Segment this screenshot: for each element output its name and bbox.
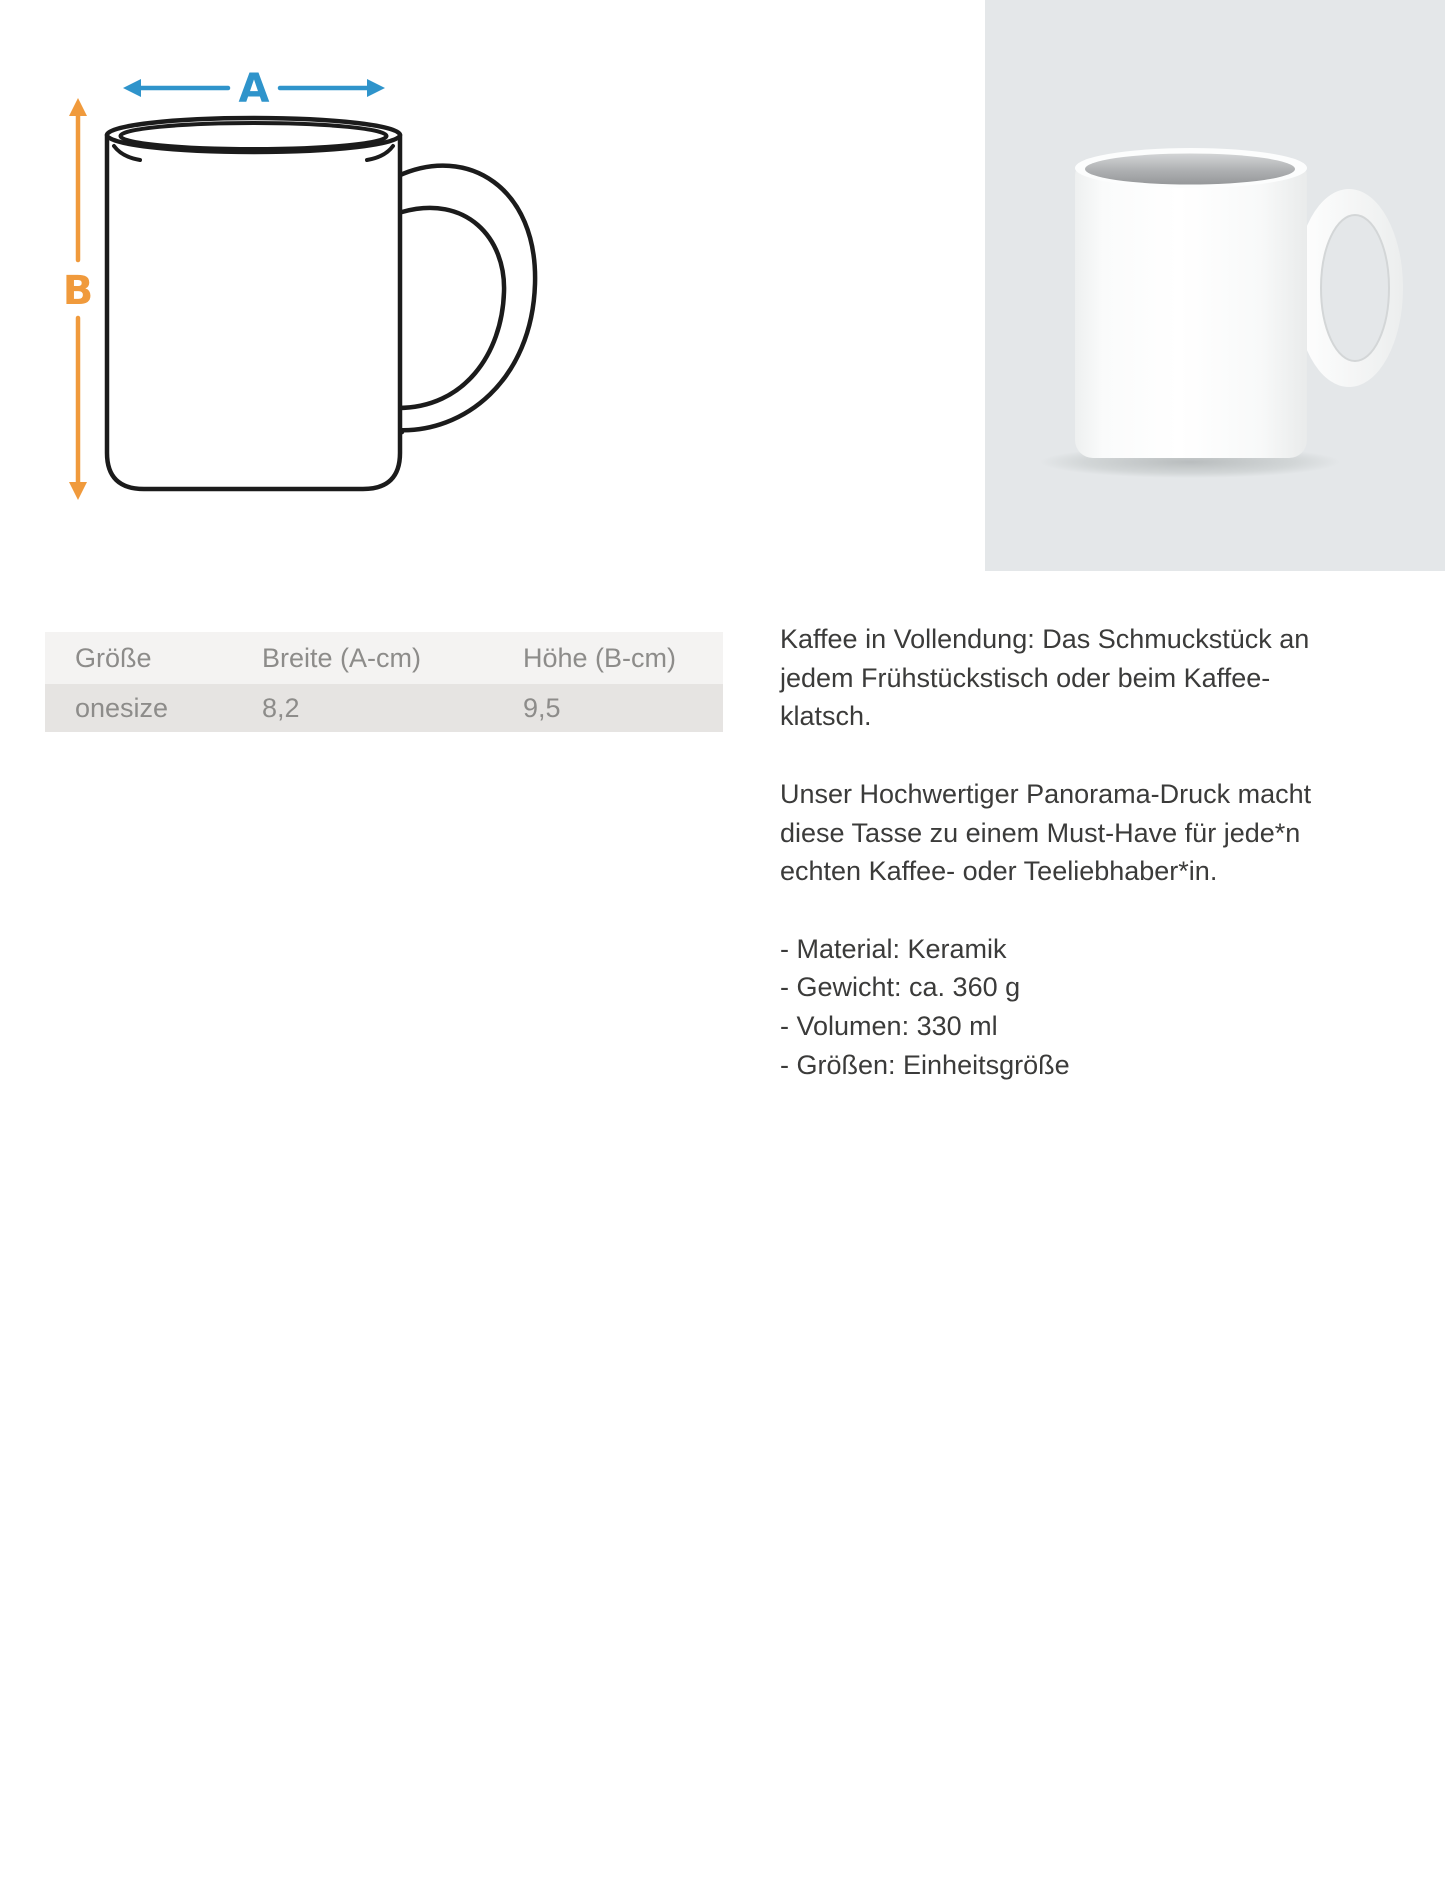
- description-line: echten Kaffee- oder Teeliebhaber*in.: [780, 856, 1218, 887]
- col-header-groesse: Größe: [75, 642, 152, 673]
- white-mug-photo: [985, 0, 1445, 571]
- product-photo: [985, 0, 1445, 571]
- description-paragraph-1: [780, 620, 1390, 736]
- cell-breite: 8,2: [262, 692, 300, 723]
- mug-rim-inner: [121, 123, 387, 149]
- spec-material: - Material: Keramik: [780, 933, 1007, 964]
- mug-size-diagram: [40, 40, 560, 510]
- description-line: Unser Hochwertiger Panorama-Druck macht: [780, 778, 1312, 809]
- size-table-header-row: [45, 632, 723, 684]
- spec-volumen: - Volumen: 330 ml: [780, 1011, 998, 1041]
- height-arrow: [63, 98, 94, 500]
- height-label-B: B: [62, 268, 94, 314]
- mug-outline-drawing: [40, 40, 560, 510]
- arrow-right-head: [367, 79, 385, 97]
- product-description: [780, 620, 1390, 1084]
- spec-gewicht: - Gewicht: ca. 360 g: [780, 972, 1021, 1003]
- arrow-top-head: [69, 98, 87, 116]
- mug-body-outline: [107, 135, 400, 489]
- col-header-breite: Breite (A-cm): [262, 642, 422, 673]
- description-paragraph-2: [780, 775, 1390, 891]
- photo-mug-interior: [1085, 154, 1295, 185]
- cell-size: onesize: [75, 692, 169, 723]
- description-line: jedem Frühstückstisch oder beim Kaffee-: [780, 662, 1271, 693]
- photo-mug-body: [1075, 158, 1307, 458]
- photo-mug-handle: [1295, 189, 1403, 387]
- description-spec-list: [780, 930, 1390, 1085]
- size-table-row-onesize: [45, 684, 723, 732]
- width-label-A: A: [238, 66, 270, 112]
- description-line: Kaffee in Vollendung: Das Schmuckstück an: [780, 624, 1310, 654]
- arrow-left-head: [123, 79, 141, 97]
- size-table: [45, 632, 723, 732]
- cell-hoehe: 9,5: [523, 692, 561, 723]
- spec-groessen: - Größen: Einheitsgröße: [780, 1049, 1070, 1080]
- arrow-bottom-head: [69, 482, 87, 500]
- description-line: klatsch.: [780, 701, 872, 732]
- width-arrow: [123, 66, 385, 112]
- col-header-hoehe: Höhe (B-cm): [523, 642, 677, 673]
- mug-handle-outline: [389, 166, 536, 432]
- description-line: diese Tasse zu einem Must-Have für jede*n: [780, 817, 1301, 848]
